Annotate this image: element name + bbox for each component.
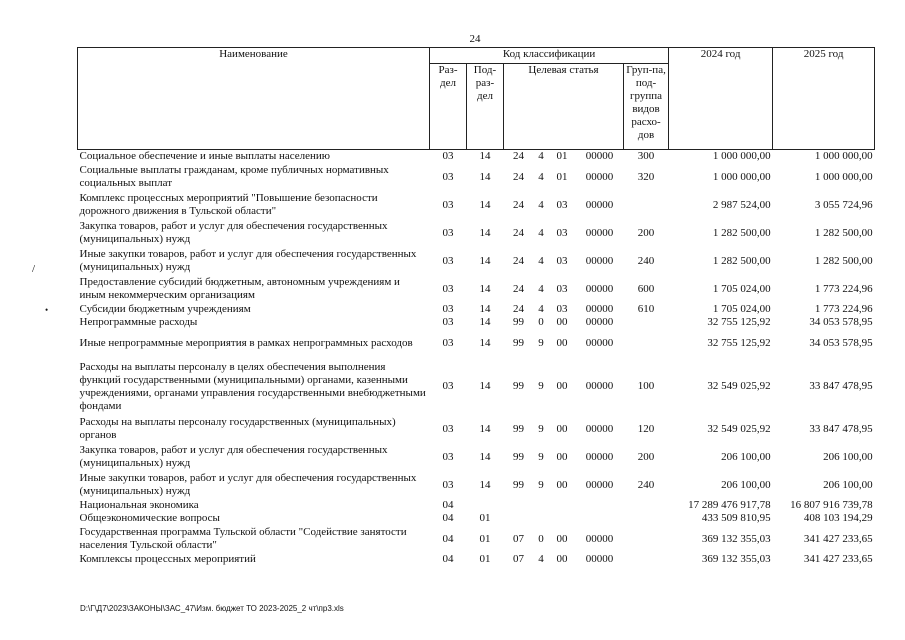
cell-name: Социальные выплаты гражданам, кроме публичных нормативных социальных выплат [79, 164, 389, 189]
cell-name: Закупка товаров, работ и услуг для обеспечения государственных (муниципальных) нужд [79, 220, 388, 245]
cell-c2: 4 [538, 254, 544, 267]
cell-y1: 1 705 024,00 [712, 303, 771, 315]
cell-y1: 206 100,00 [721, 450, 771, 463]
cell-y2: 33 847 478,95 [809, 380, 873, 392]
cell-y2: 34 053 578,95 [809, 337, 873, 349]
cell-name: Национальная экономика [79, 499, 199, 511]
cell-c1: 99 [513, 478, 524, 491]
cell-c3: 01 [556, 150, 568, 162]
cell-pr: 14 [479, 254, 491, 267]
cell-c2: 9 [538, 380, 544, 392]
cell-y1: 1 282 500,00 [712, 226, 771, 239]
column-header-2025: 2025 год [773, 48, 875, 150]
cell-rz: 04 [442, 553, 454, 565]
cell-c2: 4 [538, 282, 544, 295]
cell-rz: 04 [442, 512, 454, 524]
cell-rz: 03 [442, 422, 454, 435]
cell-c3: 00 [556, 478, 568, 491]
cell-vr: 610 [637, 303, 655, 315]
cell-vr: 320 [637, 170, 655, 183]
cell-c3 [549, 512, 576, 525]
cell-y2: 1 000 000,00 [814, 150, 873, 162]
cell-y2: 206 100,00 [823, 450, 873, 463]
cell-rz: 03 [442, 337, 454, 349]
cell-pr: 14 [479, 303, 491, 315]
table-row [78, 443, 875, 471]
cell-y2: 1 282 500,00 [814, 254, 873, 267]
table-row [78, 512, 875, 525]
cell-c3: 00 [556, 337, 568, 349]
cell-y1: 32 755 125,92 [707, 316, 771, 328]
cell-c1 [504, 512, 534, 525]
cell-y2: 34 053 578,95 [809, 316, 873, 328]
cell-c2: 9 [538, 450, 544, 463]
cell-vr: 200 [637, 450, 655, 463]
cell-pr: 14 [479, 282, 491, 295]
cell-c4: 00000 [585, 422, 614, 435]
cell-c1: 24 [513, 282, 524, 295]
cell-c1: 07 [513, 553, 524, 565]
cell-c2: 4 [538, 303, 544, 315]
cell-y1: 1 705 024,00 [712, 282, 771, 295]
cell-rz: 03 [442, 450, 454, 463]
table-row [78, 219, 875, 247]
cell-c2 [534, 499, 549, 512]
cell-c2: 9 [538, 422, 544, 435]
cell-pr: 14 [479, 316, 491, 328]
cell-c4: 00000 [585, 303, 614, 315]
cell-name: Иные закупки товаров, работ и услуг для обеспечения государственных (муниципальных) нужд [79, 472, 417, 497]
cell-vr: 200 [637, 226, 655, 239]
cell-c4: 00000 [585, 150, 614, 162]
cell-name: Общеэкономические вопросы [79, 512, 220, 524]
cell-rz: 04 [442, 532, 454, 545]
cell-c3: 03 [556, 303, 568, 315]
table-row [78, 553, 875, 566]
cell-c1: 24 [513, 303, 524, 315]
cell-name: Предоставление субсидий бюджетным, автономным учреждениям и иным некоммерческим организациям [79, 276, 400, 301]
cell-y2: 341 427 233,65 [803, 532, 873, 545]
cell-pr: 14 [479, 422, 491, 435]
cell-y1: 1 282 500,00 [712, 254, 771, 267]
cell-rz: 03 [442, 150, 454, 162]
table-row [78, 316, 875, 329]
cell-c4: 00000 [585, 478, 614, 491]
cell-c1: 24 [513, 170, 524, 183]
cell-y1: 433 509 810,95 [701, 512, 771, 524]
cell-c4: 00000 [585, 198, 614, 211]
cell-c3 [549, 499, 576, 512]
cell-c1: 99 [513, 422, 524, 435]
page-number: 24 [469, 33, 481, 45]
cell-y2: 16 807 916 739,78 [790, 499, 873, 511]
cell-vr [624, 525, 669, 553]
cell-c1: 24 [513, 226, 524, 239]
table-row [78, 191, 875, 219]
cell-y2: 341 427 233,65 [803, 553, 873, 565]
cell-c4: 00000 [585, 282, 614, 295]
cell-name: Расходы на выплаты персоналу в целях обеспечения выполнения функций государственными (муниципальными) органами, казенными учреждениями, органами управления государственными внебюджетными фондами [79, 360, 426, 412]
cell-c3: 00 [556, 422, 568, 435]
cell-rz: 03 [442, 316, 454, 328]
cell-name: Социальное обеспечение и иные выплаты населению [79, 150, 331, 162]
table-body [78, 150, 875, 567]
cell-y1: 32 755 125,92 [707, 337, 771, 349]
cell-c3: 03 [556, 254, 568, 267]
cell-pr: 14 [479, 150, 491, 162]
column-header-target: Целевая статья [504, 64, 624, 150]
cell-pr: 14 [479, 450, 491, 463]
table-row [78, 358, 875, 415]
cell-c2: 4 [538, 553, 544, 565]
cell-c4: 00000 [585, 226, 614, 239]
cell-c3: 03 [556, 198, 568, 211]
cell-c3: 00 [556, 450, 568, 463]
table-row [78, 415, 875, 443]
column-header-vid: Груп-па, под-группа видов расхо-дов [624, 64, 669, 150]
table-row [78, 150, 875, 164]
cell-c2: 4 [538, 150, 544, 162]
cell-c2: 0 [538, 532, 544, 545]
cell-pr: 14 [479, 478, 491, 491]
cell-rz: 03 [442, 254, 454, 267]
table-row [78, 471, 875, 499]
cell-pr [467, 499, 504, 512]
cell-pr: 14 [479, 170, 491, 183]
cell-c1: 99 [513, 337, 524, 349]
cell-y2: 33 847 478,95 [809, 422, 873, 435]
cell-pr: 14 [479, 380, 491, 392]
table-row [78, 499, 875, 512]
cell-c1: 24 [513, 150, 524, 162]
cell-vr: 240 [637, 478, 655, 491]
cell-y2: 1 773 224,96 [814, 282, 873, 295]
cell-c1: 99 [513, 380, 524, 392]
cell-vr: 300 [637, 150, 655, 162]
cell-y2: 1 773 224,96 [814, 303, 873, 315]
margin-mark: / [32, 263, 36, 275]
cell-y1: 1 000 000,00 [712, 150, 771, 162]
column-header-razdel: Раз-дел [430, 64, 467, 150]
cell-vr: 240 [637, 254, 655, 267]
cell-name: Комплексы процессных мероприятий [79, 553, 256, 565]
cell-y1: 369 132 355,03 [701, 532, 771, 545]
cell-vr: 600 [637, 282, 655, 295]
cell-c1: 99 [513, 316, 524, 328]
cell-pr: 14 [479, 226, 491, 239]
cell-c1: 24 [513, 198, 524, 211]
cell-vr [624, 329, 669, 358]
cell-rz: 03 [442, 198, 454, 211]
cell-rz: 03 [442, 478, 454, 491]
table-row [78, 275, 875, 303]
cell-rz: 03 [442, 303, 454, 315]
cell-vr [624, 499, 669, 512]
cell-c1: 24 [513, 254, 524, 267]
cell-vr: 100 [637, 380, 655, 392]
cell-vr [624, 512, 669, 525]
cell-c2: 4 [538, 226, 544, 239]
cell-y2: 3 055 724,96 [814, 198, 873, 211]
cell-y2: 408 103 194,29 [803, 512, 873, 524]
column-header-podrazdel: Под-раз-дел [467, 64, 504, 150]
cell-c2: 4 [538, 198, 544, 211]
cell-rz: 04 [442, 499, 454, 511]
cell-y2: 1 000 000,00 [814, 170, 873, 183]
cell-rz: 03 [442, 282, 454, 295]
cell-vr [624, 553, 669, 566]
cell-y1: 17 289 476 917,78 [688, 499, 771, 511]
cell-y1: 369 132 355,03 [701, 553, 771, 565]
cell-vr: 120 [637, 422, 655, 435]
cell-y1: 1 000 000,00 [712, 170, 771, 183]
cell-rz: 03 [442, 170, 454, 183]
cell-c4 [576, 512, 624, 525]
cell-c1: 99 [513, 450, 524, 463]
file-path-footer: D:\Г\Д7\2023\ЗАКОНЫ\ЗАС_47\Изм. бюджет ТО 2023-2025_2 чт\пр3.xls [80, 604, 344, 613]
cell-c4: 00000 [585, 450, 614, 463]
cell-vr [624, 316, 669, 329]
cell-c3: 03 [556, 282, 568, 295]
cell-name: Комплекс процессных мероприятий "Повышение безопасности дорожного движения в Тульской области" [79, 192, 378, 217]
cell-rz: 03 [442, 226, 454, 239]
cell-c4: 00000 [585, 316, 614, 328]
budget-table [77, 47, 875, 566]
cell-c3: 03 [556, 226, 568, 239]
cell-y1: 2 987 524,00 [712, 198, 771, 211]
cell-vr [624, 191, 669, 219]
cell-c2: 4 [538, 170, 544, 183]
cell-y2: 1 282 500,00 [814, 226, 873, 239]
cell-c2: 9 [538, 478, 544, 491]
cell-c1: 07 [513, 532, 524, 545]
cell-pr: 01 [479, 553, 491, 565]
cell-y2: 206 100,00 [823, 478, 873, 491]
cell-name: Расходы на выплаты персоналу государственных (муниципальных) органов [79, 416, 396, 441]
cell-c4: 00000 [585, 170, 614, 183]
cell-pr: 14 [479, 198, 491, 211]
cell-rz: 03 [442, 380, 454, 392]
table-row [78, 163, 875, 191]
cell-pr: 01 [479, 512, 491, 524]
cell-c3: 00 [556, 553, 568, 565]
cell-name: Иные непрограммные мероприятия в рамках непрограммных расходов [79, 337, 413, 349]
table-row [78, 247, 875, 275]
cell-c3: 01 [556, 170, 568, 183]
cell-y1: 206 100,00 [721, 478, 771, 491]
margin-mark: • [45, 305, 49, 315]
cell-c4 [576, 499, 624, 512]
cell-pr: 14 [479, 337, 491, 349]
cell-c4: 00000 [585, 532, 614, 545]
cell-c4: 00000 [585, 380, 614, 392]
cell-c3: 00 [556, 532, 568, 545]
cell-y1: 32 549 025,92 [707, 380, 771, 392]
cell-c2 [534, 512, 549, 525]
table-row [78, 525, 875, 553]
cell-c3: 00 [556, 316, 568, 328]
cell-c1 [504, 499, 534, 512]
table-row [78, 303, 875, 316]
cell-name: Субсидии бюджетным учреждениям [79, 303, 251, 315]
column-header-name: Наименование [78, 48, 430, 150]
cell-name: Иные закупки товаров, работ и услуг для обеспечения государственных (муниципальных) нужд [79, 248, 417, 273]
column-header-code: Код классификации [430, 48, 669, 64]
cell-c2: 9 [538, 337, 544, 349]
cell-c2: 0 [538, 316, 544, 328]
table-row [78, 329, 875, 358]
column-header-2024: 2024 год [669, 48, 773, 150]
cell-pr: 01 [479, 532, 491, 545]
cell-c4: 00000 [585, 254, 614, 267]
cell-y1: 32 549 025,92 [707, 422, 771, 435]
cell-c3: 00 [556, 380, 568, 392]
cell-c4: 00000 [585, 337, 614, 349]
cell-name: Государственная программа Тульской области "Содействие занятости населения Тульской области" [79, 526, 407, 551]
cell-name: Закупка товаров, работ и услуг для обеспечения государственных (муниципальных) нужд [79, 444, 388, 469]
cell-name: Непрограммные расходы [79, 316, 198, 328]
cell-c4: 00000 [585, 553, 614, 565]
